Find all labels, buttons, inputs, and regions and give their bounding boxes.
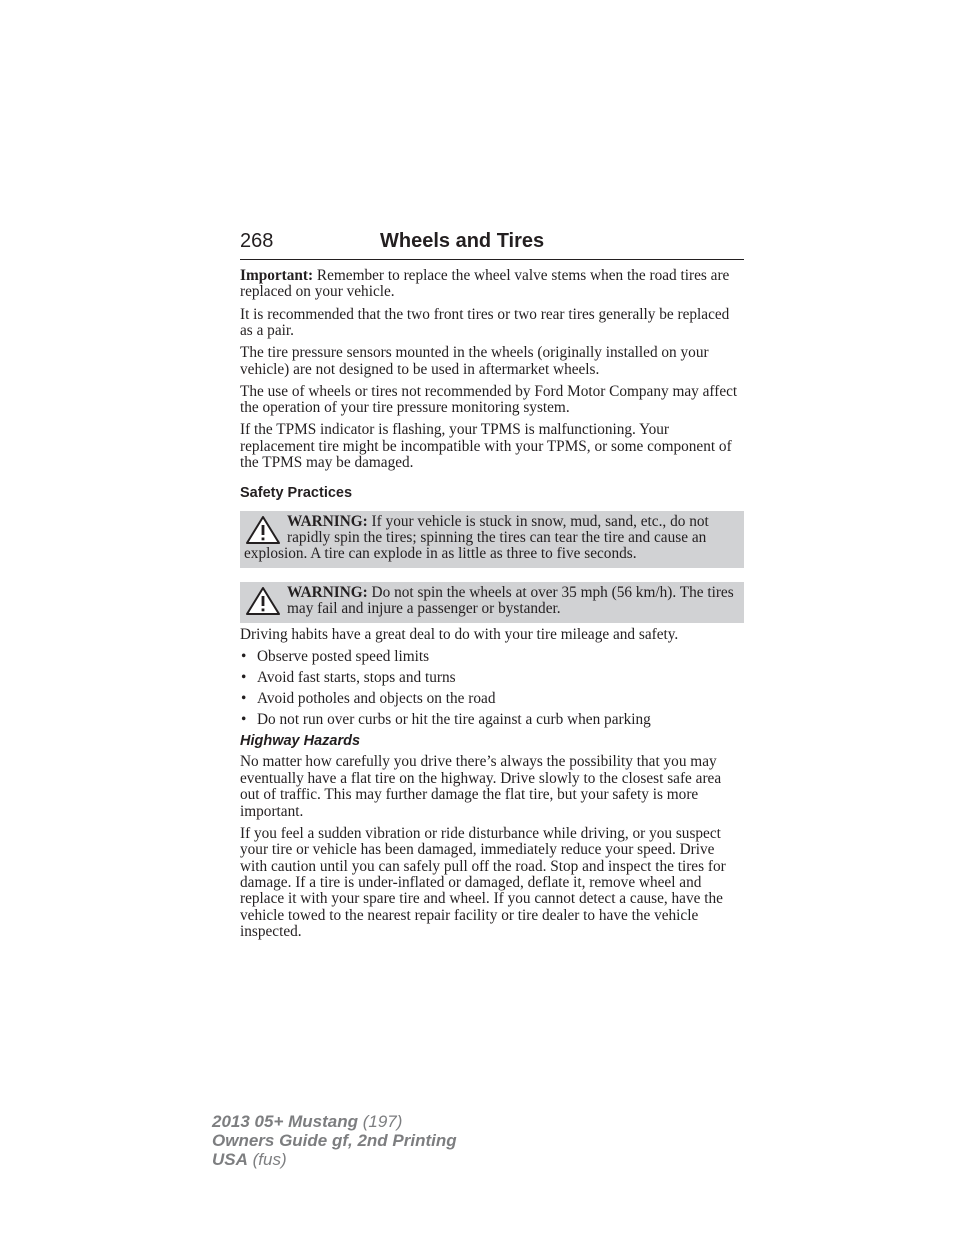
- list-item: [240, 649, 744, 665]
- highway-hazards-heading: Highway Hazards: [240, 733, 361, 750]
- important-label: Important:: [240, 267, 314, 284]
- footer-line-region: [212, 1150, 457, 1169]
- bullet: •: [241, 668, 247, 686]
- warning-box-spin-tires: [240, 511, 744, 568]
- page-header: [240, 229, 744, 260]
- page-footer: [212, 1112, 457, 1169]
- bullet: •: [241, 647, 247, 665]
- bullet: •: [241, 689, 247, 707]
- safety-practices-heading: Safety Practices: [240, 484, 353, 501]
- warning-label: WARNING:: [287, 583, 368, 601]
- footer-line-model: [212, 1112, 457, 1131]
- footer-line-guide: Owners Guide gf, 2nd Printing: [212, 1131, 457, 1150]
- list-item: [240, 691, 744, 707]
- paragraph-driving-habits: Driving habits have a great deal to do with your tire mileage and safety.: [240, 625, 679, 643]
- warning-box-speed: [240, 582, 744, 623]
- important-paragraph: [240, 268, 744, 301]
- page-content: [240, 268, 744, 946]
- footer-region-code: (fus): [247, 1150, 287, 1169]
- footer-region: USA: [212, 1150, 248, 1169]
- driving-tips-list: [240, 649, 744, 728]
- section-title: Wheels and Tires: [380, 230, 545, 252]
- paragraph-pressure-sensors: The tire pressure sensors mounted in the wheels (originally installed on your vehicle) are not designed to be used in aftermarket wheels.: [240, 344, 709, 378]
- paragraph-tpms-flashing: If the TPMS indicator is flashing, your TPMS is malfunctioning. Your replacement tire might be incompatible with your TPMS, or some component of the TPMS may be damaged.: [240, 421, 732, 472]
- footer-model-code: (197): [358, 1112, 403, 1131]
- bullet: •: [241, 710, 247, 728]
- list-item: [240, 670, 744, 686]
- important-text: Remember to replace the wheel valve stems when the road tires are replaced on your vehicle.: [240, 267, 730, 301]
- warning-text: If your vehicle is stuck in snow, mud, sand, etc., do not rapidly spin the tires; spinning the tires can tear the tire and cause an explosion. A tire can explode in as little as three to five seconds.: [244, 512, 709, 563]
- list-item-text: Observe posted speed limits: [257, 647, 430, 665]
- warning-label: WARNING:: [287, 512, 368, 530]
- page-number: 268: [240, 230, 274, 252]
- paragraph-tire-pairs: It is recommended that the two front tires or two rear tires generally be replaced as a pair.: [240, 305, 730, 340]
- footer-model: 2013 05+ Mustang: [212, 1112, 358, 1131]
- warning-triangle-icon: [244, 515, 282, 545]
- warning-text: Do not spin the wheels at over 35 mph (56 km/h). The tires may fail and injure a passenger or bystander.: [287, 583, 734, 618]
- paragraph-ford-recommended: The use of wheels or tires not recommended by Ford Motor Company may affect the operation of your tire pressure monitoring system.: [240, 382, 738, 417]
- warning-triangle-icon: [244, 586, 282, 616]
- paragraph-flat-tire: No matter how carefully you drive there’s always the possibility that you may eventually have a flat tire on the highway. Drive slowly to the closest safe area out of traffic. This may further damage the flat tire, but your safety is more important.: [240, 753, 722, 820]
- list-item-text: Do not run over curbs or hit the tire against a curb when parking: [257, 710, 651, 728]
- list-item: [240, 712, 744, 728]
- list-item-text: Avoid potholes and objects on the road: [257, 689, 496, 707]
- paragraph-vibration: If you feel a sudden vibration or ride disturbance while driving, or you suspect your tire or vehicle has been damaged, immediately reduce your speed. Drive with caution until you can safely pull off the road. Stop and inspect the tires for damage. If a tire is under-inflated or damaged, deflate it, remove wheel and replace it with your spare tire and wheel. If you cannot detect a cause, have the vehicle towed to the nearest repair facility or tire dealer to have the vehicle inspected.: [240, 824, 726, 941]
- list-item-text: Avoid fast starts, stops and turns: [257, 668, 456, 686]
